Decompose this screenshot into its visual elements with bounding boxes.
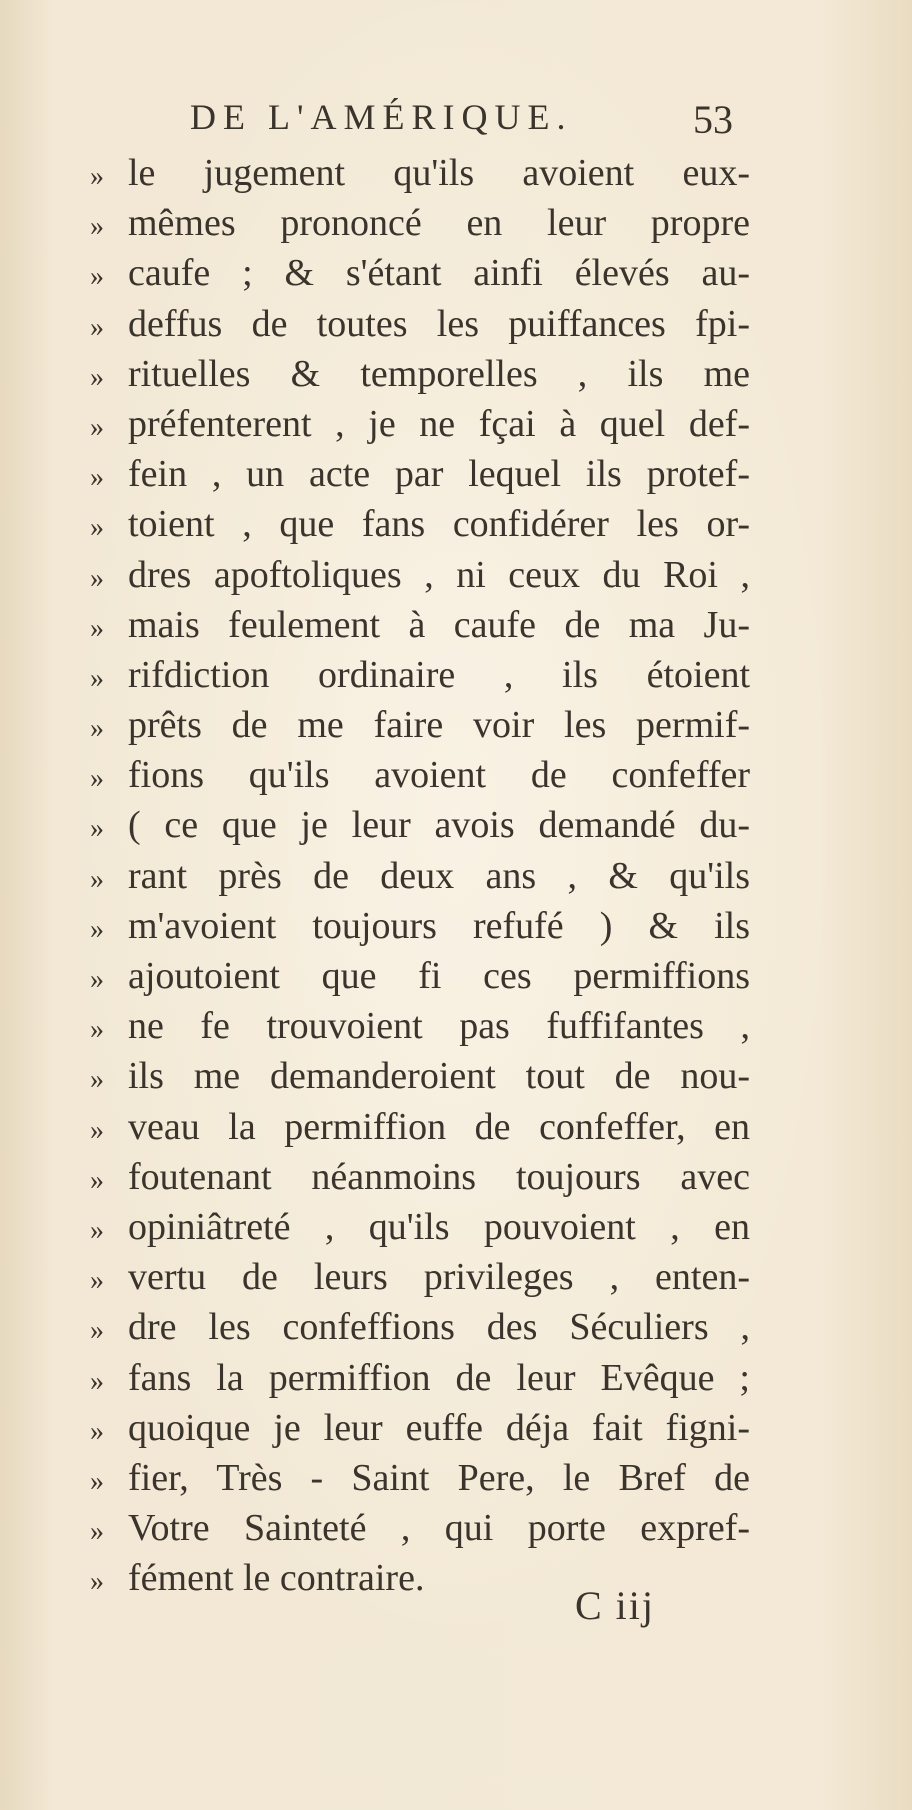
- text-line: [90, 1503, 750, 1553]
- quote-mark: »: [90, 1465, 104, 1497]
- text-line: [90, 951, 750, 1001]
- text-line-content: rant près de deux ans , & qu'ils: [128, 854, 750, 897]
- quote-mark: »: [90, 1014, 104, 1046]
- text-line: [90, 550, 750, 600]
- text-line-content: toient , que fans confidérer les or-: [128, 503, 750, 546]
- text-line: [90, 148, 750, 198]
- quote-mark: »: [90, 1516, 104, 1548]
- text-line: [90, 1252, 750, 1302]
- quote-mark: »: [90, 311, 104, 343]
- text-line-content: fein , un acte par lequel ils protef-: [128, 453, 750, 496]
- text-line: [90, 750, 750, 800]
- text-line-content: mêmes prononcé en leur propre: [128, 202, 750, 245]
- quote-mark: »: [90, 763, 104, 795]
- text-line-content: rifdiction ordinaire , ils étoient: [128, 653, 750, 696]
- text-line-content: le jugement qu'ils avoient eux-: [128, 152, 750, 194]
- quote-mark: »: [90, 1064, 104, 1096]
- text-line: [90, 600, 750, 650]
- text-line-content: rituelles & temporelles , ils me: [128, 352, 750, 395]
- text-line-content: ils me demanderoient tout de nou-: [128, 1055, 750, 1098]
- quote-mark: »: [90, 1415, 104, 1447]
- text-line-content: fément le contraire.: [128, 1557, 425, 1600]
- text-line: [90, 650, 750, 700]
- text-line-content: vertu de leurs privileges , enten-: [128, 1256, 750, 1299]
- text-line-content: deffus de toutes les puiffances fpi-: [128, 302, 750, 345]
- text-line-content: fier, Très - Saint Pere, le Bref de: [128, 1456, 750, 1499]
- page-number: 53: [693, 97, 733, 142]
- text-line: [90, 449, 750, 499]
- text-line: [90, 1202, 750, 1252]
- quote-mark: »: [90, 1265, 104, 1297]
- quote-mark: »: [90, 211, 104, 243]
- quote-mark: »: [90, 1214, 104, 1246]
- text-line: [90, 1152, 750, 1202]
- quote-mark: »: [90, 1164, 104, 1196]
- text-line: [90, 1001, 750, 1051]
- quote-mark: »: [90, 612, 104, 644]
- text-line: [90, 901, 750, 951]
- text-line: [90, 1353, 750, 1403]
- text-line: [90, 299, 750, 349]
- text-line: [90, 1453, 750, 1503]
- text-line-content: Votre Sainteté , qui porte expref-: [128, 1507, 750, 1550]
- quote-mark: »: [90, 1566, 104, 1598]
- quote-mark: »: [90, 562, 104, 594]
- quote-mark: »: [90, 462, 104, 494]
- text-line-content: dre les confeffions des Séculiers ,: [128, 1306, 750, 1349]
- quote-mark: »: [90, 361, 104, 393]
- quote-mark: »: [90, 913, 104, 945]
- quote-mark: »: [90, 1365, 104, 1397]
- quote-mark: »: [90, 1114, 104, 1146]
- text-line-content: ajoutoient que fi ces permiffions: [128, 955, 750, 997]
- quote-mark: »: [90, 813, 104, 845]
- text-line: [90, 851, 750, 901]
- text-line: [90, 198, 750, 248]
- quote-mark: »: [90, 1315, 104, 1347]
- text-line-content: caufe ; & s'étant ainfi élevés au-: [128, 252, 750, 295]
- text-line: [90, 248, 750, 298]
- text-line: [90, 800, 750, 850]
- text-line-content: quoique je leur euffe déja fait figni-: [128, 1406, 750, 1449]
- text-line-content: préfenterent , je ne fçai à quel def-: [128, 402, 750, 445]
- text-line-content: m'avoient toujours refufé ) & ils: [128, 904, 750, 947]
- text-line-content: ne fe trouvoient pas fuffifantes ,: [128, 1005, 750, 1048]
- text-line-content: fions qu'ils avoient de confeffer: [128, 754, 750, 797]
- text-line-content: mais feulement à caufe de ma Ju-: [128, 603, 750, 646]
- text-line-content: veau la permiffion de confeffer, en: [128, 1105, 750, 1148]
- text-line-content: ( ce que je leur avois demandé du-: [128, 804, 750, 847]
- text-line: [90, 1051, 750, 1101]
- text-line: [90, 499, 750, 549]
- text-line-content: opiniâtreté , qu'ils pouvoient , en: [128, 1205, 750, 1248]
- text-line-content: foutenant néanmoins toujours avec: [128, 1155, 750, 1198]
- quote-mark: »: [90, 411, 104, 443]
- running-head: [190, 96, 790, 156]
- quote-mark: »: [90, 161, 104, 192]
- quote-mark: »: [90, 964, 104, 995]
- text-line-content: prêts de me faire voir les permif-: [128, 704, 750, 747]
- text-line-content: fans la permiffion de leur Evêque ;: [128, 1356, 750, 1399]
- body-text: [90, 148, 750, 1603]
- text-line: [90, 1302, 750, 1352]
- text-line-content: dres apoftoliques , ni ceux du Roi ,: [128, 553, 750, 596]
- quote-mark: »: [90, 261, 104, 293]
- text-line: [90, 399, 750, 449]
- text-line: [90, 349, 750, 399]
- quote-mark: »: [90, 662, 104, 694]
- text-line: [90, 700, 750, 750]
- quote-mark: »: [90, 713, 104, 745]
- quote-mark: »: [90, 512, 104, 544]
- running-head-title: DE L'AMÉRIQUE.: [190, 97, 573, 137]
- quote-mark: »: [90, 863, 104, 895]
- text-line: [90, 1102, 750, 1152]
- text-line: [90, 1403, 750, 1453]
- signature-mark: C iij: [575, 1583, 656, 1628]
